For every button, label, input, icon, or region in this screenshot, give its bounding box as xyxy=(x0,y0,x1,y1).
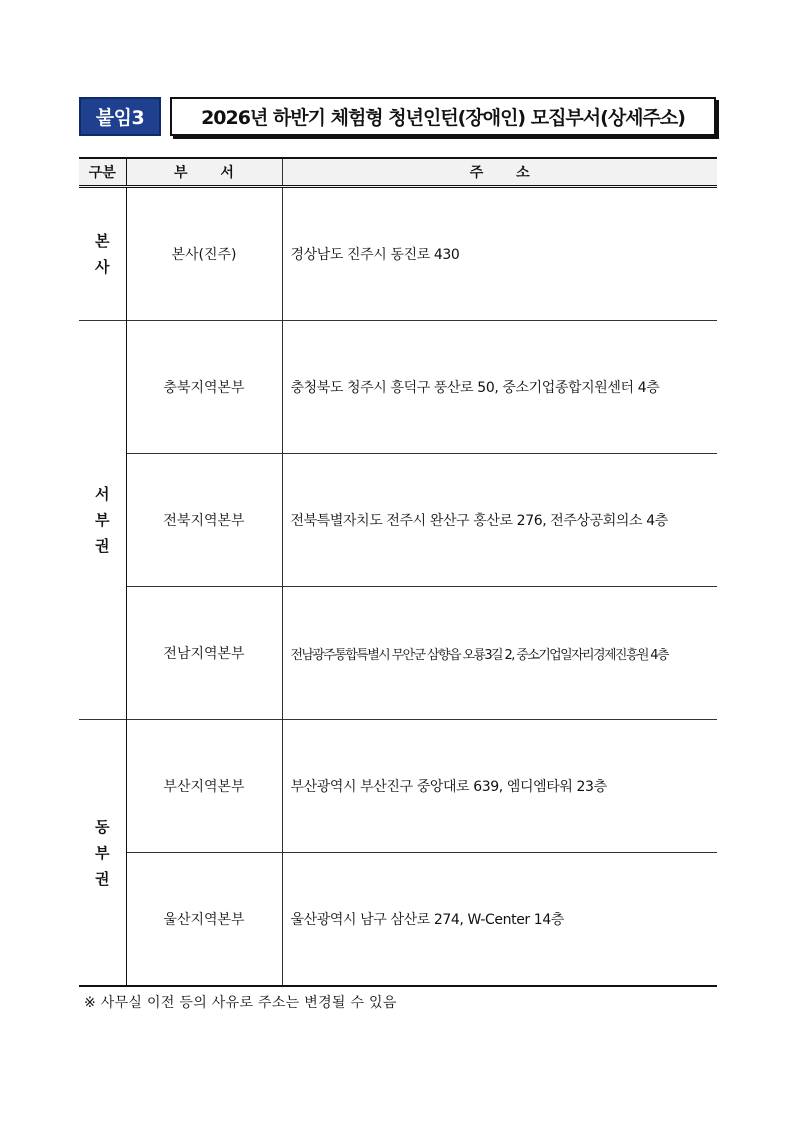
table-row xyxy=(79,454,717,587)
address-cell: 충청북도 청주시 흥덕구 풍산로 50, 중소기업종합지원센터 4층 xyxy=(282,321,717,454)
dept-cell: 울산지역본부 xyxy=(126,853,282,987)
category-west xyxy=(79,321,126,720)
footnote: ※ 사무실 이전 등의 사유로 주소는 변경될 수 있음 xyxy=(84,995,397,1011)
dept-cell: 전북지역본부 xyxy=(126,454,282,587)
table-row xyxy=(79,720,717,853)
dept-cell: 전남지역본부 xyxy=(126,587,282,720)
category-east xyxy=(79,720,126,987)
address-cell: 전남광주통합특별시 무안군 삼향읍 오룡3길 2, 중소기업일자리경제진흥원 4층 xyxy=(282,587,717,720)
category-char: 사 xyxy=(95,258,110,276)
department-address-table xyxy=(79,157,717,987)
dept-cell: 본사(진주) xyxy=(126,187,282,321)
document-title: 2026년 하반기 체험형 청년인턴(장애인) 모집부서(상세주소) xyxy=(170,97,716,136)
category-char: 서 xyxy=(95,485,110,503)
category-headquarters xyxy=(79,187,126,321)
category-char: 권 xyxy=(95,537,110,555)
attachment-badge: 붙임3 xyxy=(79,97,161,136)
category-char: 본 xyxy=(95,232,110,250)
category-char: 동 xyxy=(95,817,110,836)
table-row xyxy=(79,587,717,720)
dept-cell: 부산지역본부 xyxy=(126,720,282,853)
header-department: 부 서 xyxy=(126,158,282,187)
address-cell: 울산광역시 남구 삼산로 274, W-Center 14층 xyxy=(282,853,717,987)
address-cell: 전북특별자치도 전주시 완산구 홍산로 276, 전주상공회의소 4층 xyxy=(282,454,717,587)
dept-cell: 충북지역본부 xyxy=(126,321,282,454)
header-address: 주 소 xyxy=(282,158,717,187)
category-char: 권 xyxy=(95,869,110,888)
category-char: 부 xyxy=(95,511,110,529)
address-cell: 경상남도 진주시 동진로 430 xyxy=(282,187,717,321)
table-row xyxy=(79,853,717,987)
table-row xyxy=(79,321,717,454)
table-header-row xyxy=(79,158,717,187)
table-row xyxy=(79,187,717,321)
header-category: 구분 xyxy=(79,158,126,187)
address-cell: 부산광역시 부산진구 중앙대로 639, 엠디엠타워 23층 xyxy=(282,720,717,853)
category-char: 부 xyxy=(95,843,110,862)
